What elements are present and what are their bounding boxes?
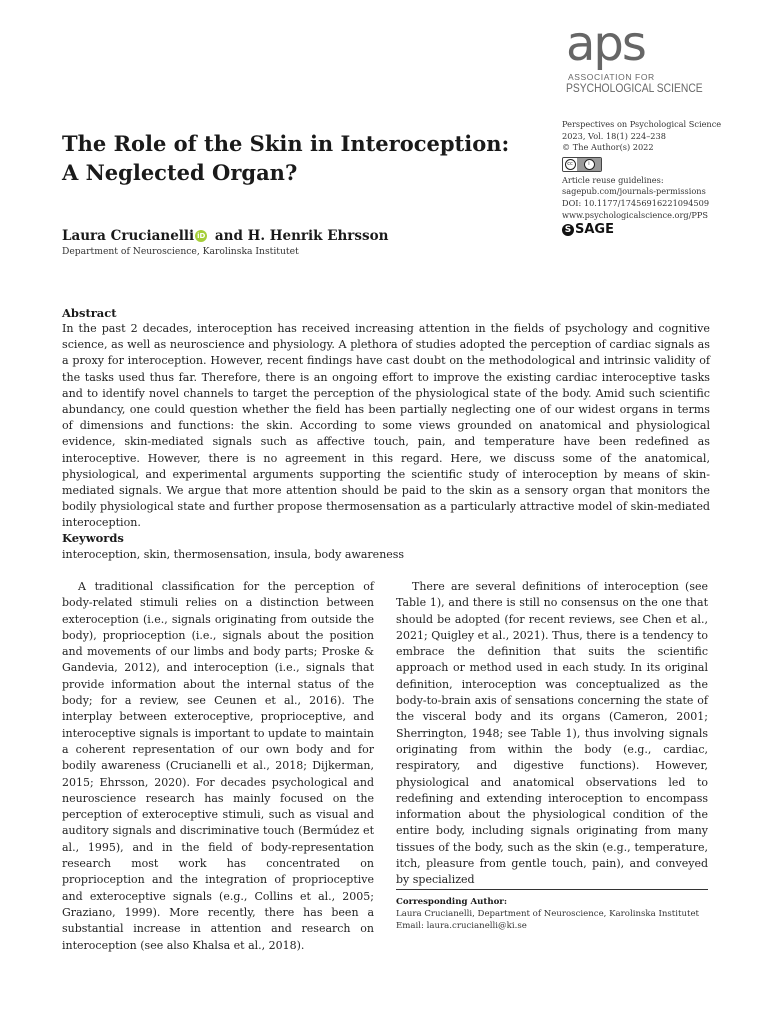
publisher-line1: ASSOCIATION FOR	[568, 72, 655, 82]
sage-logo-text: SAGE	[575, 222, 614, 238]
keywords-text: interoception, skin, thermosensation, insula, body awareness	[62, 548, 405, 561]
sage-logo	[562, 224, 762, 236]
keywords-heading: Keywords	[62, 531, 124, 545]
journal-info	[562, 119, 762, 236]
journal-copyright: © The Author(s) 2022	[562, 142, 654, 153]
corresponding-heading: Corresponding Author:	[396, 897, 508, 907]
publisher-line2: PSYCHOLOGICAL SCIENCE	[566, 81, 703, 95]
reuse-label: Article reuse guidelines:	[562, 174, 664, 185]
aps-logo-mark	[566, 24, 666, 70]
corresponding-line1: Laura Crucianelli, Department of Neuroscience, Karolinska Institutet	[396, 909, 699, 919]
journal-name: Perspectives on Psychological Science	[562, 119, 722, 129]
doi[interactable]: DOI: 10.1177/17456916221094509	[562, 197, 710, 208]
article-title: The Role of the Skin in Interoception: A Neglected Organ?	[62, 131, 510, 185]
footnote-divider	[396, 889, 708, 890]
authors	[62, 228, 388, 244]
author-2: and H. Henrik Ehrsson	[210, 228, 389, 244]
corresponding-author	[396, 896, 716, 932]
abstract-text: In the past 2 decades, interoception has received increasing attention in the fields of psychology and cognitive science, as well as neuroscience and physiology. A plethora of studies adopted the perception of cardiac signals as a proxy for interoception. However, recent findings have cast doubt on the methodological and intrinsic validity of the tasks used thus far. Therefore, there is an ongoing effort to improve the existing cardiac interoceptive tasks and to identify novel channels to target the perception of the physiological state of the body. Amid such scientific abundancy, one could question whether the field has been partially neglecting one of our widest organs in terms of dimensions and functions: the skin. According to some views grounded on anatomical and physiological evidence, skin-mediated signals such as affective touch, pain, and temperature have been redefined as interoceptive. However, there is no agreement in this regard. Here, we discuss some of the anatomical, physiological, and experimental arguments supporting the scientific study of interoception by means of skin-mediated signals. We argue that more attention should be paid to the skin as a sensory organ that monitors the bodily physiological state and further propose thermosensation as a particularly attractive model of skin-mediated interoception.	[62, 322, 710, 530]
sage-icon: S	[562, 224, 574, 236]
corresponding-email[interactable]: Email: laura.crucianelli@ki.se	[396, 921, 527, 931]
aps-logo-text: aps	[566, 24, 645, 70]
journal-website[interactable]: www.psychologicalscience.org/PPS	[562, 209, 709, 220]
body-column-right: There are several definitions of interoception (see Table 1), and there is still no consensus on the one that should be adopted (for recent reviews, see Chen et al., 2021; Quigley et al., 2021). Thus, there is a tendency to embrace the definition that suits the scientific approach or method used in each study. In its original definition, interoception was conceptualized as the body-to-brain axis of sensations concerning the state of the visceral body and its organs (Cameron, 2001; Sherrington, 1948; see Table 1), thus involving signals originating from within the body (e.g., cardiac, respiratory, and digestive functions). However, physiological and anatomical observations led to redefining and extending interoception to encompass information about the physiological condition of the entire body, including signals originating from many tissues of the body, such as the skin (e.g., temperature, itch, pleasure from gentle touch, pain), and conveyed by specialized	[396, 580, 708, 887]
abstract-heading: Abstract	[62, 306, 117, 320]
cc-by-icon[interactable]: cc i	[562, 157, 602, 172]
author-1: Laura Crucianelli	[62, 228, 195, 244]
affiliation: Department of Neuroscience, Karolinska Institutet	[62, 246, 299, 257]
aps-logo	[566, 24, 703, 95]
body-column-left: A traditional classification for the perception of body-related stimuli relies on a distinction between exteroception (i.e., signals originating from outside the body), proprioception (i.e., signals about the position and movements of our limbs and body parts; Proske & Gandevia, 2012), and interoception (i.e., signals that provide information about the internal status of the body; for a review, see Ceunen et al., 2016). The interplay between exteroceptive, proprioceptive, and interoceptive signals is important to update to maintain a coherent representation of our own body and for bodily awareness (Crucianelli et al., 2018; Dijkerman, 2015; Ehrsson, 2020). For decades psychological and neuroscience research has mainly focused on the perception of exteroceptive stimuli, such as visual and auditory signals and discriminative touch (Bermúdez et al., 1995), and in the field of body-representation research most work has concentrated on proprioception and the integration of proprioceptive and exteroceptive signals (e.g., Collins et al., 2005; Graziano, 1999). More recently, there has been a substantial increase in attention and research on interoception (see also Khalsa et al., 2018).	[62, 580, 374, 952]
journal-volume: 2023, Vol. 18(1) 224–238	[562, 130, 666, 141]
orcid-icon[interactable]: iD	[197, 232, 206, 240]
reuse-link[interactable]: sagepub.com/journals-permissions	[562, 186, 706, 197]
